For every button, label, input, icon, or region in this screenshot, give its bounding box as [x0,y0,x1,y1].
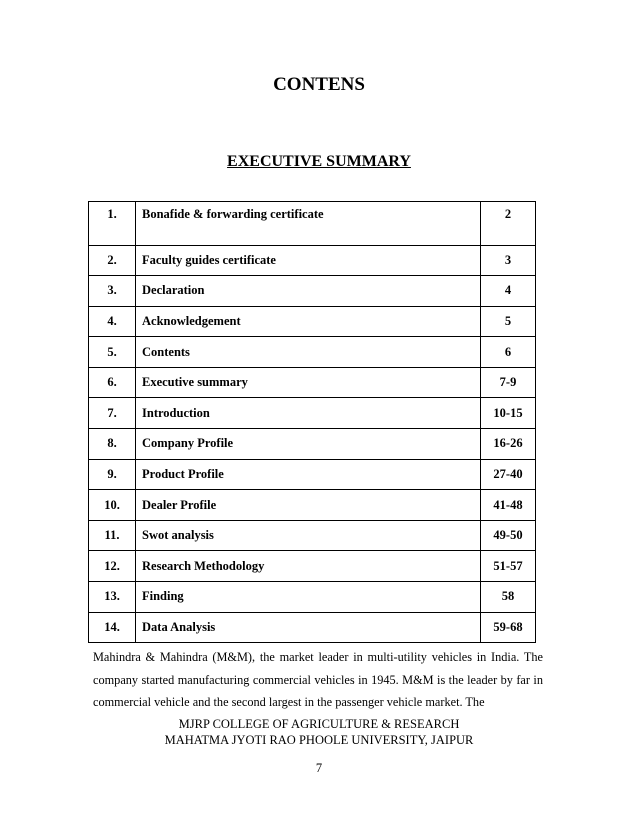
table-row [89,612,536,643]
table-row [89,429,536,460]
row-title: Declaration [136,276,481,307]
row-title: Executive summary [136,367,481,398]
row-page: 7-9 [481,367,536,398]
table-row [89,459,536,490]
table-row [89,276,536,307]
row-page: 2 [481,202,536,246]
row-page: 58 [481,582,536,613]
row-title: Contents [136,337,481,368]
table-row [89,337,536,368]
row-number: 3. [89,276,136,307]
page-number: 7 [315,761,323,775]
row-number: 6. [89,367,136,398]
row-number: 11. [89,520,136,551]
row-title: Acknowledgement [136,306,481,337]
footer-college: MJRP COLLEGE OF AGRICULTURE & RESEARCH [178,717,460,731]
row-number: 13. [89,582,136,613]
row-number: 8. [89,429,136,460]
row-title: Dealer Profile [136,490,481,521]
row-title: Introduction [136,398,481,429]
section-title: EXECUTIVE SUMMARY [227,153,411,170]
row-title: Faculty guides certificate [136,245,481,276]
row-number: 12. [89,551,136,582]
row-title: Finding [136,582,481,613]
footer-university: MAHATMA JYOTI RAO PHOOLE UNIVERSITY, JAIPUR [164,733,474,747]
row-page: 16-26 [481,429,536,460]
table-row [89,245,536,276]
row-number: 7. [89,398,136,429]
row-page: 6 [481,337,536,368]
row-title: Bonafide & forwarding certificate [136,202,481,246]
page-title: CONTENS [273,74,365,95]
row-number: 9. [89,459,136,490]
row-page: 3 [481,245,536,276]
summary-paragraph: Mahindra & Mahindra (M&M), the market leader in multi-utility vehicles in India. The company started manufacturing commercial vehicles in 1945. M&M is the leader by far in commercial vehicle and the second largest in the passenger vehicle market. The [93,650,543,709]
row-page: 27-40 [481,459,536,490]
row-title: Company Profile [136,429,481,460]
row-number: 4. [89,306,136,337]
row-number: 10. [89,490,136,521]
row-page: 59-68 [481,612,536,643]
row-page: 49-50 [481,520,536,551]
row-page: 4 [481,276,536,307]
table-row [89,306,536,337]
row-title: Swot analysis [136,520,481,551]
table-row [89,202,536,246]
row-number: 5. [89,337,136,368]
contents-table [88,201,536,643]
row-number: 1. [89,202,136,246]
row-title: Data Analysis [136,612,481,643]
row-page: 5 [481,306,536,337]
row-page: 41-48 [481,490,536,521]
row-number: 2. [89,245,136,276]
row-number: 14. [89,612,136,643]
table-row [89,490,536,521]
row-page: 10-15 [481,398,536,429]
table-row [89,398,536,429]
row-title: Research Methodology [136,551,481,582]
table-row [89,582,536,613]
table-row [89,520,536,551]
row-page: 51-57 [481,551,536,582]
row-title: Product Profile [136,459,481,490]
footer [0,716,638,748]
table-row [89,551,536,582]
table-row [89,367,536,398]
